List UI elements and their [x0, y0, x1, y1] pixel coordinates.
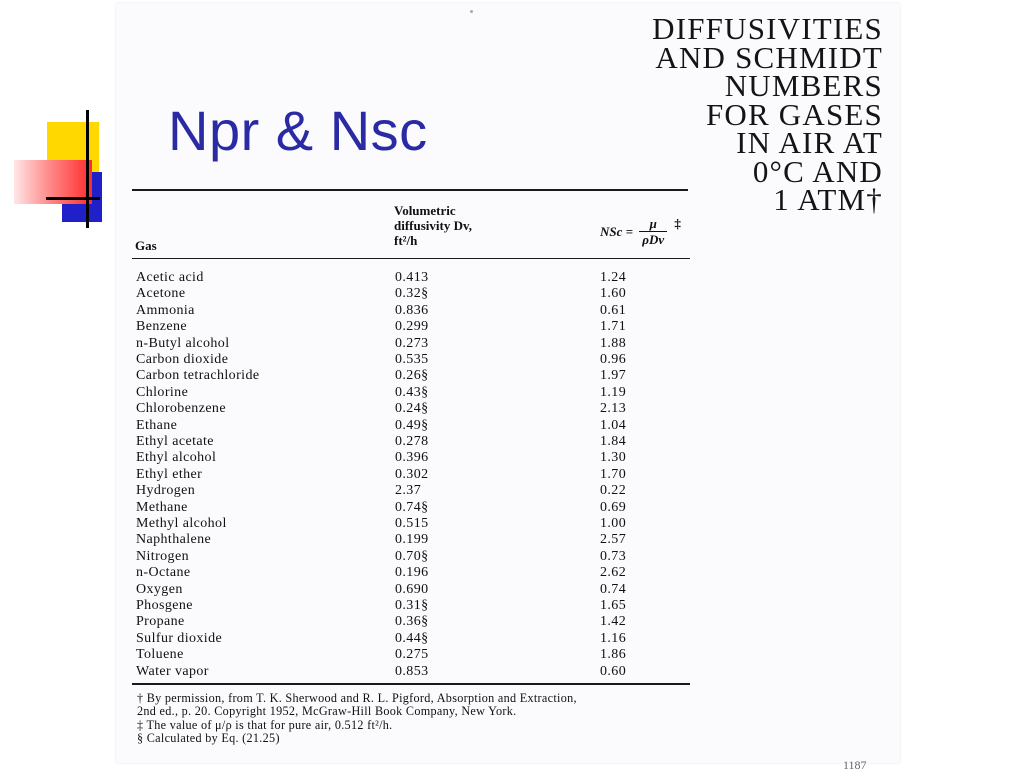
nsc-numerator: μ [639, 216, 667, 232]
diffusivity-cell: 2.37 [395, 483, 422, 499]
schmidt-number-cell: 1.70 [600, 466, 627, 482]
schmidt-number-cell: 0.96 [600, 352, 627, 367]
gas-cell: Water vapor [136, 663, 209, 679]
diffusivity-cell: 0.396 [395, 450, 429, 466]
diffusivity-cell: 0.690 [395, 581, 429, 597]
schmidt-number-cell: 1.97 [600, 368, 627, 384]
diffusivity-cell: 0.273 [395, 335, 429, 351]
header-line: diffusivity Dv, [394, 218, 473, 233]
gas-cell: Phosgene [136, 598, 193, 613]
schmidt-number-cell: 1.30 [600, 450, 627, 466]
diffusivity-cell: 0.44§ [395, 630, 429, 646]
schmidt-number-cell: 1.24 [600, 270, 627, 285]
schmidt-number-cell: 0.73 [600, 548, 627, 564]
gas-cell: Carbon dioxide [136, 352, 229, 367]
gas-cell: Ethyl acetate [136, 434, 214, 449]
document-title-line: AND SCHMIDT [655, 39, 883, 75]
ornament-vertical-line [86, 110, 89, 228]
schmidt-number-cell: 1.42 [600, 614, 627, 630]
gas-cell: Methane [136, 499, 188, 515]
gas-cell: Benzene [136, 319, 187, 335]
diffusivity-cell: 0.49§ [395, 417, 429, 433]
diffusivity-cell: 0.302 [395, 466, 429, 482]
footnote: † By permission, from T. K. Sherwood and R. L. Pigford, Absorption and Extraction, [137, 691, 577, 705]
schmidt-number-cell: 1.65 [600, 598, 627, 613]
diffusivity-column-header [394, 203, 564, 248]
schmidt-number-cell: 0.74 [600, 581, 627, 597]
diffusivity-cell: 0.299 [395, 319, 429, 335]
gas-cell: Ethane [136, 417, 178, 433]
table-top-rule [132, 189, 688, 191]
nsc-symbol: NSc = [600, 224, 634, 239]
document-title-line: 0°C AND [752, 153, 883, 189]
diffusivity-cell: 0.70§ [395, 548, 429, 564]
schmidt-number-cell: 1.04 [600, 417, 627, 433]
gas-column-header: Gas [135, 238, 157, 253]
gas-cell: Propane [136, 614, 185, 630]
table-bottom-rule [132, 683, 690, 685]
footnote: ‡ The value of μ/ρ is that for pure air, 0.512 ft²/h. [137, 717, 393, 732]
diffusivity-cell: 0.515 [395, 516, 429, 531]
gas-cell: Sulfur dioxide [136, 630, 223, 646]
gas-cell: Ethyl alcohol [136, 450, 217, 466]
schmidt-number-cell: 0.61 [600, 302, 627, 318]
gas-cell: n-Octane [136, 565, 191, 581]
document-title-line: IN AIR AT [736, 125, 883, 160]
schmidt-number-cell: 0.69 [600, 499, 627, 515]
header-line: ft²/h [394, 233, 418, 248]
diffusivity-cell: 0.36§ [395, 614, 429, 630]
diffusivity-cell: 0.31§ [395, 598, 429, 613]
schmidt-number-cell: 0.60 [600, 663, 627, 679]
document-title-line: FOR GASES [705, 96, 883, 132]
gas-cell: Acetic acid [136, 270, 204, 285]
footnote: 2nd ed., p. 20. Copyright 1952, McGraw-Hill Book Company, New York. [137, 704, 517, 719]
diffusivity-cell: 0.836 [395, 302, 429, 318]
footnotes [137, 692, 707, 745]
diffusivity-cell: 0.24§ [395, 401, 429, 417]
schmidt-number-cell: 1.71 [600, 319, 627, 335]
gas-cell: Ammonia [136, 302, 195, 318]
gas-cell: Nitrogen [136, 548, 189, 564]
gas-cell: Oxygen [136, 581, 183, 597]
diffusivity-cell: 0.535 [395, 352, 429, 367]
nsc-denominator: ρDv [642, 232, 665, 247]
gas-cell: Naphthalene [136, 532, 212, 548]
schmidt-number-cell: 0.22 [600, 483, 627, 499]
diffusivity-cell: 0.413 [395, 270, 429, 285]
nsc-fraction [639, 216, 667, 247]
gas-cell: Hydrogen [136, 483, 196, 499]
gas-cell: n-Butyl alcohol [136, 335, 230, 351]
schmidt-number-cell: 1.86 [600, 647, 627, 663]
gas-cell: Toluene [136, 647, 184, 663]
table-header-rule [132, 258, 690, 259]
slide-title: Npr & Nsc [168, 99, 428, 162]
diffusivity-cell: 0.43§ [395, 384, 429, 400]
gas-cell: Chlorobenzene [136, 401, 226, 417]
scan-speck [470, 10, 473, 13]
nsc-footnote-mark: ‡ [674, 216, 681, 231]
gas-cell: Chlorine [136, 384, 189, 400]
header-line: Volumetric [394, 203, 456, 218]
diffusivity-cell: 0.74§ [395, 499, 429, 515]
diffusivity-cell: 0.278 [395, 434, 429, 449]
document-title [553, 11, 883, 217]
gas-cell: Methyl alcohol [136, 516, 227, 531]
page-number: 1187 [843, 758, 867, 772]
schmidt-number-cell: 1.88 [600, 335, 627, 351]
document-title-line: NUMBERS [724, 68, 883, 103]
diffusivity-cell: 0.26§ [395, 368, 429, 384]
gas-cell: Carbon tetrachloride [136, 368, 260, 384]
schmidt-number-cell: 1.84 [600, 434, 627, 449]
gas-cell: Acetone [136, 286, 186, 302]
diffusivity-cell: 0.196 [395, 565, 429, 581]
document-title-line: 1 ATM† [773, 182, 883, 217]
schmidt-number-cell: 1.19 [600, 384, 627, 400]
diffusivity-cell: 0.853 [395, 663, 429, 679]
footnote: § Calculated by Eq. (21.25) [137, 730, 280, 745]
document-title-line: DIFFUSIVITIES [652, 11, 883, 46]
gas-cell: Ethyl ether [136, 466, 203, 482]
schmidt-number-cell: 2.62 [600, 565, 627, 581]
schmidt-number-cell: 1.00 [600, 516, 627, 531]
diffusivity-cell: 0.199 [395, 532, 429, 548]
diffusivity-cell: 0.32§ [395, 286, 429, 302]
schmidt-number-cell: 1.60 [600, 286, 627, 302]
ornament-horizontal-line [46, 197, 100, 200]
schmidt-number-column-header [600, 216, 681, 247]
schmidt-number-cell: 2.13 [600, 401, 627, 417]
diffusivity-cell: 0.275 [395, 647, 429, 663]
schmidt-number-cell: 2.57 [600, 532, 627, 548]
schmidt-number-cell: 1.16 [600, 630, 627, 646]
